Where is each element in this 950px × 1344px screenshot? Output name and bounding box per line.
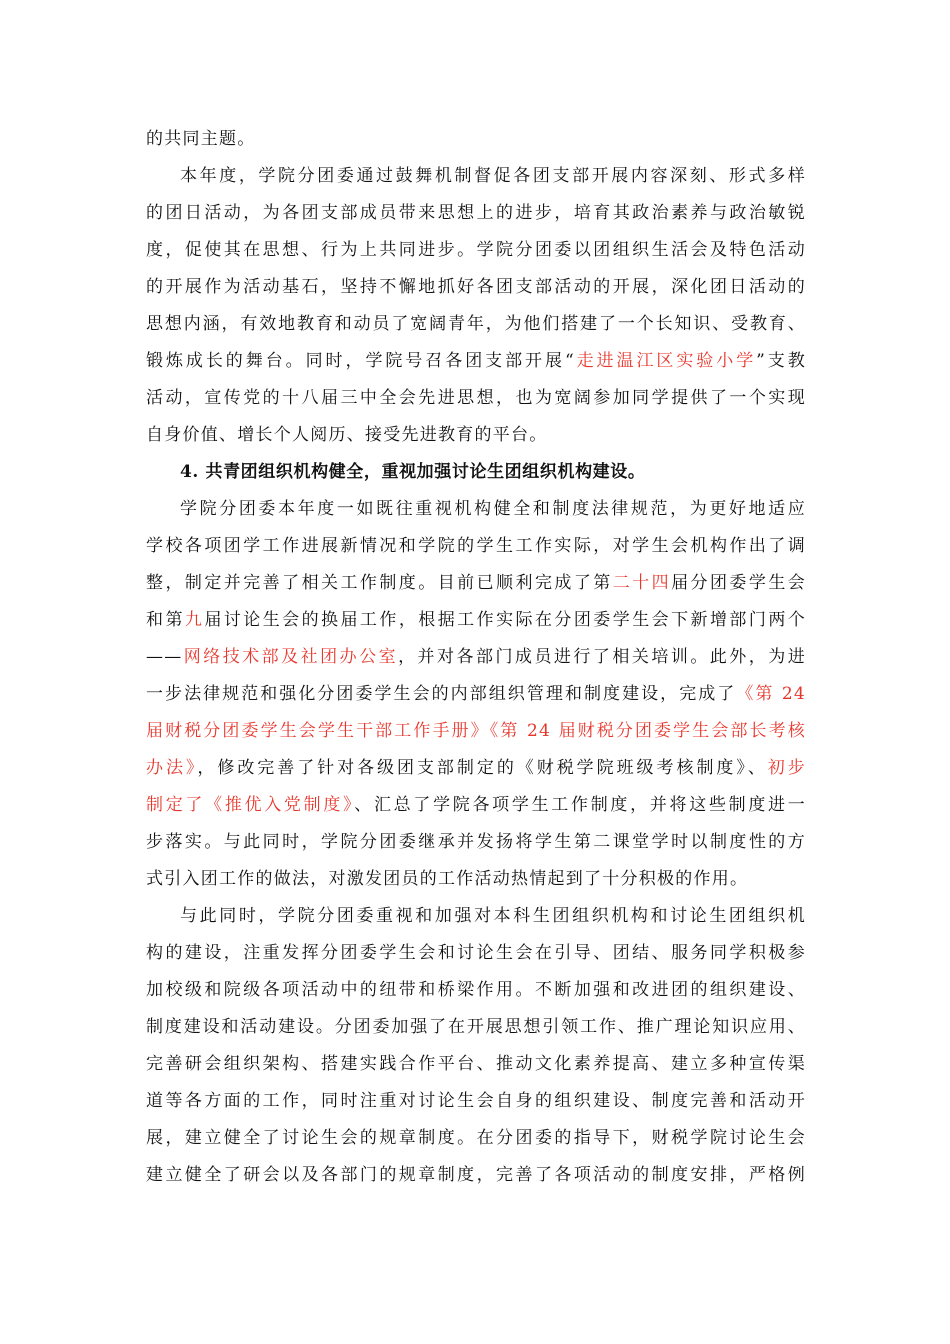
text-run: 步落实。与此同时，学院分团委继承并发扬将学生第二课堂学时以制度性的方 — [146, 832, 806, 852]
paragraph-line — [146, 350, 806, 372]
paragraph-line — [146, 572, 806, 594]
text-run: 与此同时，学院分团委重视和加强对本科生团组织机构和讨论生团组织机 — [180, 906, 806, 926]
text-run: —— — [146, 647, 183, 667]
text-run: 学院分团委本年度一如既往重视机构健全和制度法律规范，为更好地适应 — [180, 499, 806, 519]
text-run: 构的建设，注重发挥分团委学生会和讨论生会在引导、团结、服务同学积极参 — [146, 943, 806, 963]
paragraph-line — [146, 387, 806, 409]
paragraph-line — [146, 1090, 806, 1112]
text-run: 建立健全了研会以及各部门的规章制度，完善了各项活动的制度安排，严格例 — [146, 1165, 806, 1185]
paragraph-line — [146, 535, 806, 557]
highlighted-text: 办法》 — [146, 758, 198, 778]
text-run: 、汇总了学院各项学生工作制度，并将这些制度进一 — [354, 795, 806, 815]
paragraph-line — [146, 868, 806, 890]
text-run: 的开展作为活动基石，坚持不懈地抓好各团支部活动的开展，深化团日活动的 — [146, 277, 806, 297]
paragraph-line — [146, 646, 806, 668]
paragraph-line — [146, 831, 806, 853]
text-run: 制度建设和活动建设。分团委加强了在开展思想引领工作、推广理论知识应用、 — [146, 1017, 806, 1037]
paragraph-line — [180, 905, 806, 927]
paragraph-line — [146, 720, 806, 742]
paragraph-line — [146, 757, 806, 779]
paragraph-line — [146, 128, 806, 150]
paragraph-line — [146, 1053, 806, 1075]
text-run: 完善研会组织架构、搭建实践合作平台、推动文化素养提高、建立多种宣传渠 — [146, 1054, 806, 1074]
paragraph-line — [180, 165, 806, 187]
paragraph-line — [146, 202, 806, 224]
text-run: 度，促使其在思想、行为上共同进步。学院分团委以团组织生活会及特色活动 — [146, 240, 806, 260]
paragraph-line — [146, 1016, 806, 1038]
text-run: 届讨论生会的换届工作，根据工作实际在分团委学生会下新增部门两个 — [204, 610, 807, 630]
text-run: 学校各项团学工作进展新情况和学院的学生工作实际，对学生会机构作出了调 — [146, 536, 806, 556]
paragraph-line — [146, 276, 806, 298]
text-run: 道等各方面的工作，同时注重对讨论生会自身的组织建设、制度完善和活动开 — [146, 1091, 806, 1111]
paragraph-line — [146, 683, 806, 705]
paragraph-line — [146, 979, 806, 1001]
section-heading — [180, 461, 806, 483]
highlighted-text: 《第 24 — [736, 684, 806, 704]
highlighted-text: 届财税分团委学生会学生干部工作手册》《第 24 届财税分团委学生会部长考核 — [146, 721, 806, 741]
paragraph-line — [146, 609, 806, 631]
paragraph-line — [146, 313, 806, 335]
text-run: 自身价值、增长个人阅历、接受先进教育的平台。 — [146, 425, 548, 445]
text-run: ，修改完善了针对各级团支部制定的《财税学院班级考核制度》、 — [197, 758, 768, 778]
text-run: 活动，宣传党的十八届三中全会先进思想，也为宽阔参加同学提供了一个实现 — [146, 388, 806, 408]
text-run: 4. 共青团组织机构健全，重视加强讨论生团组织机构建设。 — [180, 462, 646, 482]
paragraph-line — [146, 424, 806, 446]
text-run: 一步法律规范和强化分团委学生会的内部组织管理和制度建设，完成了 — [146, 684, 737, 704]
paragraph-line — [146, 1127, 806, 1149]
text-run: 整，制定并完善了相关工作制度。目前已顺利完成了第 — [146, 573, 613, 593]
text-run: 锻炼成长的舞台。同时，学院号召各团支部开展“ — [146, 351, 575, 371]
paragraph-line — [146, 942, 806, 964]
text-run: ”支教 — [756, 351, 806, 371]
paragraph-line — [146, 1164, 806, 1186]
text-run: 思想内涵，有效地教育和动员了宽阔青年，为他们搭建了一个长知识、受教育、 — [146, 314, 806, 334]
text-run: 的共同主题。 — [146, 129, 256, 149]
text-run: 展，建立健全了讨论生会的规章制度。在分团委的指导下，财税学院讨论生会 — [146, 1128, 806, 1148]
highlighted-text: 网络技术部及社团办公室 — [182, 647, 399, 667]
text-run: 和第 — [146, 610, 185, 630]
text-run: 式引入团工作的做法，对激发团员的工作活动热情起到了十分积极的作用。 — [146, 869, 749, 889]
text-run: 的团日活动，为各团支部成员带来思想上的进步，培育其政治素养与政治敏锐 — [146, 203, 806, 223]
text-run: 本年度，学院分团委通过鼓舞机制督促各团支部开展内容深刻、形式多样 — [180, 166, 806, 186]
paragraph-line — [146, 794, 806, 816]
paragraph-line — [146, 239, 806, 261]
text-run: ，并对各部门成员进行了相关培训。此外，为进 — [398, 647, 806, 667]
highlighted-text: 走进温江区实验小学 — [574, 351, 757, 371]
highlighted-text: 二十四 — [612, 573, 672, 593]
highlighted-text: 九 — [184, 610, 205, 630]
text-run: 加校级和院级各项活动中的纽带和桥梁作用。不断加强和改进团的组织建设、 — [146, 980, 806, 1000]
highlighted-text: 制定了《推优入党制度》 — [146, 795, 355, 815]
highlighted-text: 初步 — [767, 758, 807, 778]
paragraph-line — [180, 498, 806, 520]
text-run: 届分团委学生会 — [671, 573, 807, 593]
